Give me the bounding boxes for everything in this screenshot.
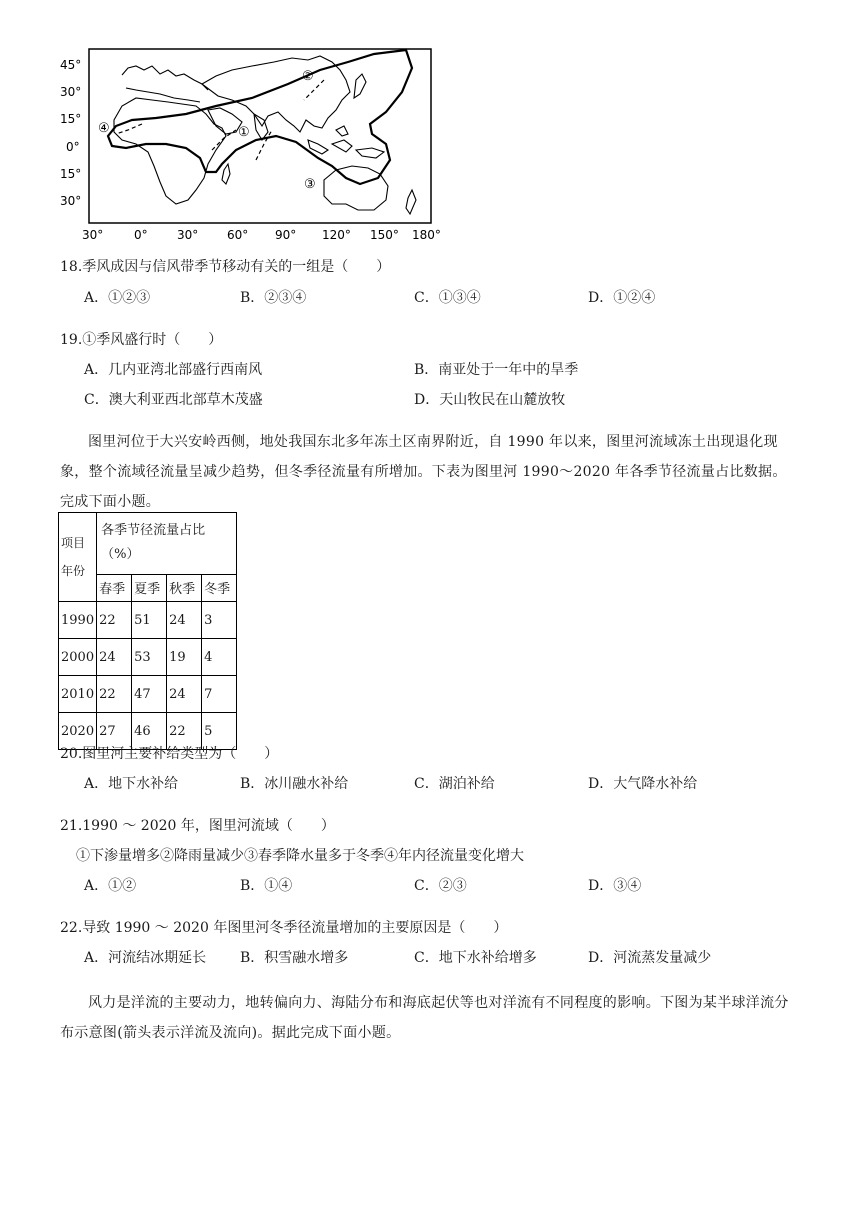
q20-option-c[interactable]: C．湖泊补给 (414, 776, 495, 792)
row-year: 1990 (59, 602, 97, 639)
q18-option-a[interactable]: A．①②③ (84, 290, 151, 306)
q18-option-d[interactable]: D．①②④ (588, 290, 656, 306)
table-header-corner (59, 513, 97, 602)
lon-label: 90° (275, 228, 297, 242)
header-item: 项目 (61, 536, 86, 550)
q20-option-a[interactable]: A．地下水补给 (84, 776, 179, 792)
lon-label: 0° (134, 228, 148, 242)
q22-option-b[interactable]: B．积雪融水增多 (240, 950, 349, 966)
runoff-table-wrapper (58, 512, 237, 750)
lat-label: 0° (66, 140, 80, 154)
passage-ocean-currents: 风力是洋流的主要动力，地转偏向力、海陆分布和海底起伏等也对洋流有不同程度的影响。下图为某半球洋流分布示意图(箭头表示洋流及流向)。据此完成下面小题。 (60, 995, 789, 1041)
table-cell: 53 (132, 639, 167, 676)
table-cell: 5 (202, 713, 237, 750)
table-row (59, 676, 237, 713)
q20-option-b[interactable]: B．冰川融水补给 (240, 776, 349, 792)
lon-label: 60° (227, 228, 249, 242)
table-row (59, 602, 237, 639)
runoff-table (58, 512, 237, 750)
coastlines (114, 56, 416, 214)
question-21-stem: 21.1990 ～ 2020 年，图里河流域（ ） (60, 818, 335, 834)
table-cell: 22 (97, 602, 132, 639)
row-year: 2020 (59, 713, 97, 750)
lat-label: 15° (60, 112, 82, 126)
lon-label: 180° (412, 228, 441, 242)
q19-option-d[interactable]: D．天山牧民在山麓放牧 (414, 392, 566, 408)
q21-option-a[interactable]: A．①② (84, 878, 137, 894)
table-cell: 22 (97, 676, 132, 713)
q18-option-c[interactable]: C．①③④ (414, 290, 481, 306)
table-cell: 19 (167, 639, 202, 676)
table-cell: 7 (202, 676, 237, 713)
marker-4: ④ (98, 121, 110, 136)
q22-option-c[interactable]: C．地下水补给增多 (414, 950, 537, 966)
lon-label: 30° (177, 228, 199, 242)
q20-option-d[interactable]: D．大气降水补给 (588, 776, 698, 792)
season-header: 冬季 (202, 574, 237, 601)
question-19-stem: 19.①季风盛行时（ ） (60, 332, 223, 348)
q19-option-b[interactable]: B．南亚处于一年中的旱季 (414, 362, 579, 378)
monsoon-map (56, 40, 446, 249)
table-cell: 24 (167, 676, 202, 713)
q21-option-c[interactable]: C．②③ (414, 878, 467, 894)
map-svg (56, 40, 446, 245)
lat-label: 15° (60, 167, 82, 181)
q18-option-b[interactable]: B．②③④ (240, 290, 307, 306)
header-group-unit: （%） (101, 547, 140, 563)
q21-statements: ①下渗量增多②降雨量减少③春季降水量多于冬季④年内径流量变化增大 (76, 848, 524, 864)
season-header: 秋季 (167, 574, 202, 601)
lon-label: 30° (82, 228, 104, 242)
question-22-stem: 22.导致 1990 ～ 2020 年图里河冬季径流量增加的主要原因是（ ） (60, 920, 508, 936)
q21-option-d[interactable]: D．③④ (588, 878, 642, 894)
question-20-stem: 20.图里河主要补给类型为（ ） (60, 746, 279, 762)
lat-label: 45° (60, 58, 82, 72)
lat-label: 30° (60, 85, 82, 99)
header-year: 年份 (61, 564, 86, 578)
table-cell: 24 (167, 602, 202, 639)
lon-label: 150° (370, 228, 399, 242)
q19-option-c[interactable]: C．澳大利亚西北部草木茂盛 (84, 392, 263, 408)
table-cell: 3 (202, 602, 237, 639)
table-cell: 51 (132, 602, 167, 639)
table-cell: 24 (97, 639, 132, 676)
q22-option-a[interactable]: A．河流结冰期延长 (84, 950, 207, 966)
passage-tuli-river: 图里河位于大兴安岭西侧，地处我国东北多年冻土区南界附近，自 1990 年以来，图里河流域冻土出现退化现象，整个流域径流量呈减少趋势，但冬季径流量有所增加。下表为图里河 1990～2020 年各季节径流量占比数据。完成下面小题。 (60, 434, 787, 510)
row-year: 2010 (59, 676, 97, 713)
table-row (59, 639, 237, 676)
lat-label: 30° (60, 194, 82, 208)
question-18-stem: 18.季风成因与信风带季节移动有关的一组是（ ） (60, 259, 391, 275)
q22-option-d[interactable]: D．河流蒸发量减少 (588, 950, 712, 966)
table-cell: 46 (132, 713, 167, 750)
marker-2: ② (302, 69, 314, 84)
marker-1: ① (238, 125, 250, 140)
table-cell: 22 (167, 713, 202, 750)
table-cell: 27 (97, 713, 132, 750)
header-group-title: 各季节径流量占比 (101, 523, 206, 539)
table-header-group (97, 513, 237, 575)
marker-3: ③ (304, 177, 316, 192)
table-cell: 47 (132, 676, 167, 713)
q21-option-b[interactable]: B．①④ (240, 878, 293, 894)
lon-label: 120° (322, 228, 351, 242)
season-header: 春季 (97, 574, 132, 601)
q19-option-a[interactable]: A．几内亚湾北部盛行西南风 (84, 362, 263, 378)
row-year: 2000 (59, 639, 97, 676)
table-cell: 4 (202, 639, 237, 676)
season-header: 夏季 (132, 574, 167, 601)
